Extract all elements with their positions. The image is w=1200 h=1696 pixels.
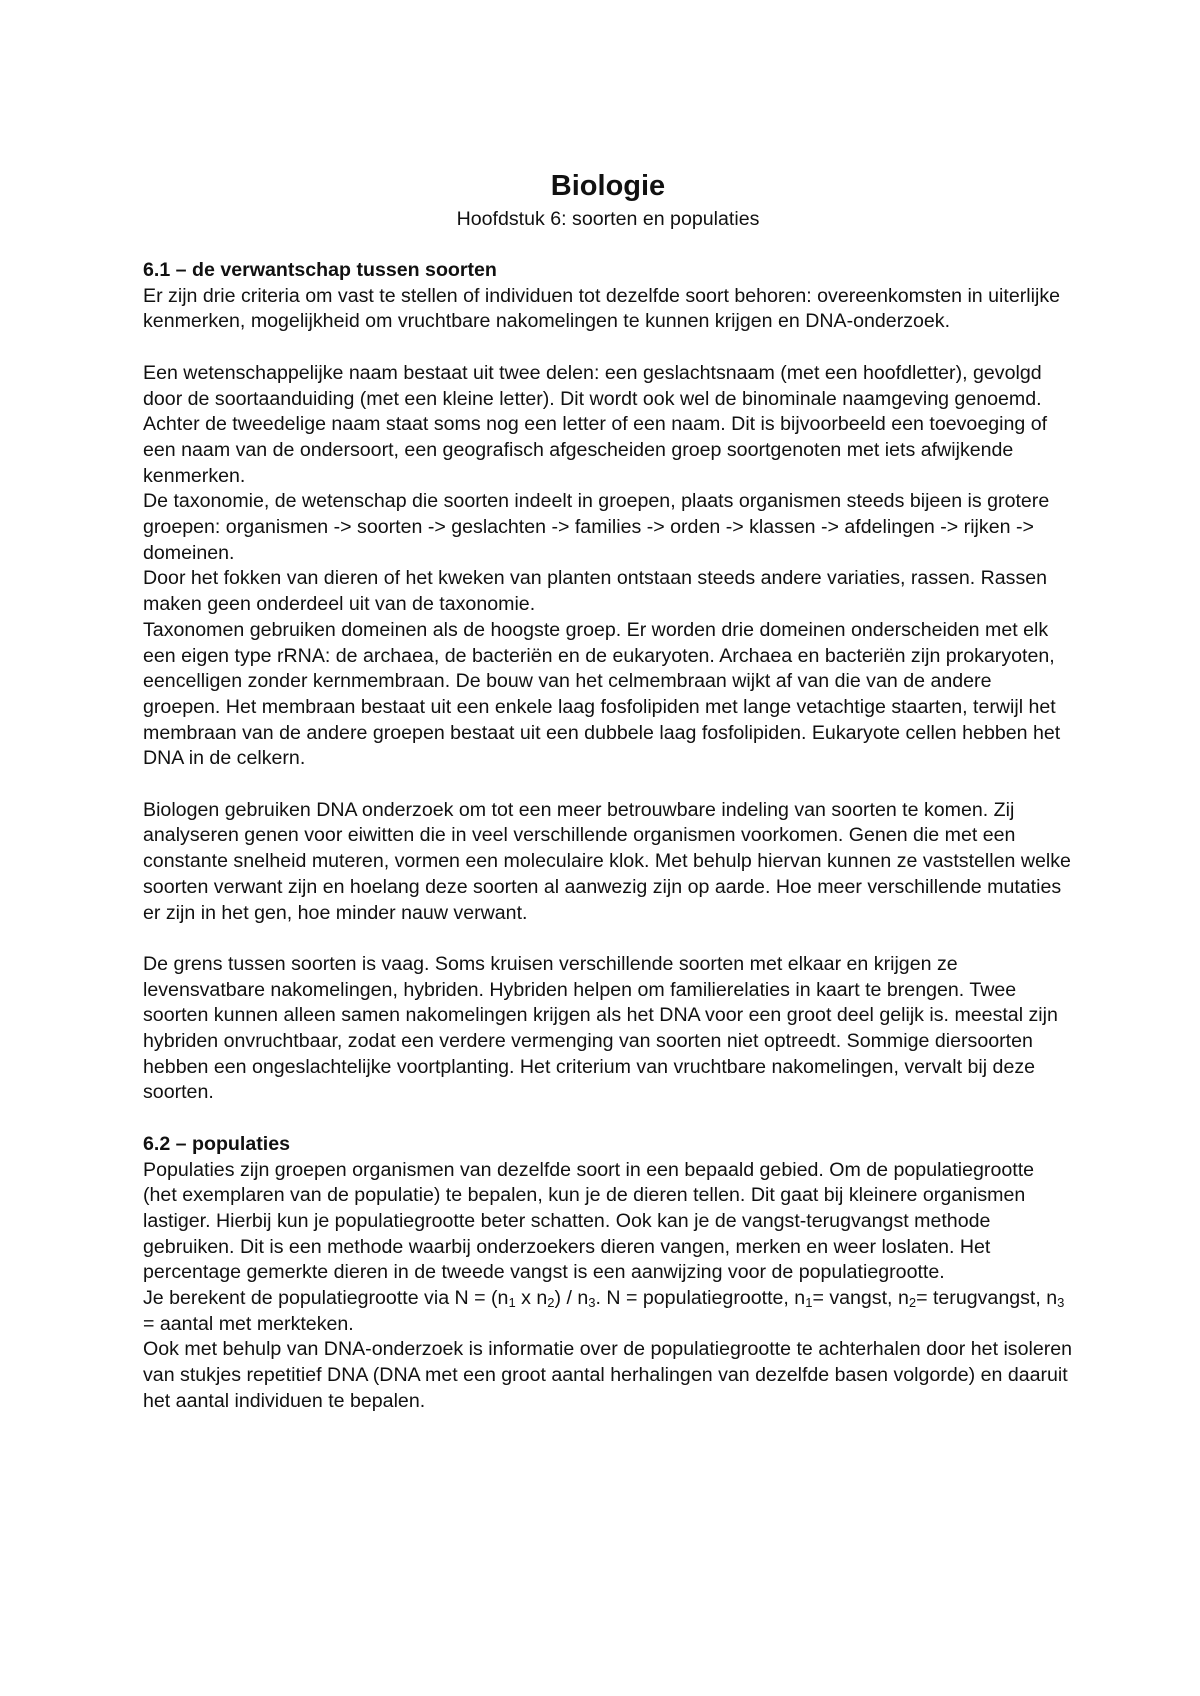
paragraph-populations: Populaties zijn groepen organismen van dezelfde soort in een bepaald gebied. Om de populatiegrootte (het exemplaren van de populatie) te bepalen, kun je de dieren tellen. Dit gaat bij kleinere organismen lastiger. Hierbij kun je populatiegrootte beter schatten. Ook kan je de vangst-terugvangst methode gebruiken. Dit is een methode waarbij onderzoekers dieren vangen, merken en weer loslaten. Het percentage gemerkte dieren in de tweede vangst is een aanwijzing voor de populatiegrootte. bbox=[143, 1158, 1035, 1284]
formula-subscript: 1 bbox=[805, 1295, 813, 1311]
paragraph-breeds: Door het fokken van dieren of het kweken van planten ontstaan steeds andere variaties, rassen. Rassen maken geen onderdeel uit van de taxonomie. bbox=[143, 567, 1048, 616]
formula-subscript: 3 bbox=[1057, 1295, 1065, 1311]
paragraph-hybrids: De grens tussen soorten is vaag. Soms kruisen verschillende soorten met elkaar en krijgen ze levensvatbare nakomelingen, hybriden. Hybriden helpen om familierelaties in kaart te brengen. Twee soorten kunnen alleen samen nakomelingen krijgen als het DNA voor een groot deel gelijk is. meestal zijn hybriden onvruchtbaar, zodat een verdere vermenging van soorten niet optreedt. Sommige diersoorten hebben een ongeslachtelijke voortplanting. Het criterium van vruchtbare nakomelingen, vervalt bij deze soorten. bbox=[143, 952, 1058, 1104]
formula-text: Je berekent de populatiegrootte via N = (n bbox=[143, 1287, 509, 1310]
formula-text: x n bbox=[515, 1287, 548, 1310]
paragraph-dna-population: Ook met behulp van DNA-onderzoek is informatie over de populatiegrootte te achterhalen door het isoleren van stukjes repetitief DNA (DNA met een groot aantal herhalingen van dezelfde basen volgorde) en daaruit het aantal individuen te bepalen. bbox=[143, 1338, 1073, 1412]
formula-text: . N = populatiegrootte, n bbox=[595, 1287, 806, 1310]
formula-text: = aantal met merkteken. bbox=[143, 1312, 354, 1335]
formula-subscript: 1 bbox=[508, 1295, 516, 1311]
section-heading-6-1: 6.1 – de verwantschap tussen soorten bbox=[143, 259, 497, 281]
formula-text: = terugvangst, n bbox=[916, 1287, 1058, 1310]
formula-subscript: 3 bbox=[588, 1295, 596, 1311]
paragraph-criteria: Er zijn drie criteria om vast te stellen of individuen tot dezelfde soort behoren: overeenkomsten in uiterlijke kenmerken, mogelijkheid om vruchtbare nakomelingen te kunnen krijgen en DNA-onderzoek. bbox=[143, 284, 1061, 333]
paragraph-gap bbox=[143, 335, 1073, 361]
paragraph-gap bbox=[143, 1106, 1073, 1132]
paragraph-gap bbox=[143, 926, 1073, 952]
formula-text: = vangst, n bbox=[812, 1287, 909, 1310]
paragraph-domains: Taxonomen gebruiken domeinen als de hoogste groep. Er worden drie domeinen onderscheiden met elk een eigen type rRNA: de archaea, de bacteriën en de eukaryoten. Archaea en bacteriën zijn prokaryoten, eencelligen zonder kernmembraan. De bouw van het celmembraan wijkt af van die van de andere groepen. Het membraan bestaat uit een enkele laag fosfolipiden met lange vetachtige staarten, terwijl het membraan van de andere groepen bestaat uit een dubbele laag fosfolipiden. Eukaryote cellen hebben het DNA in de celkern. bbox=[143, 618, 1061, 770]
formula-subscript: 2 bbox=[547, 1295, 555, 1311]
paragraph-scientific-name: Een wetenschappelijke naam bestaat uit twee delen: een geslachtsnaam (met een hoofdletter), gevolgd door de soortaanduiding (met een kleine letter). Dit wordt ook wel de binominale naamgeving genoemd. Achter de tweedelige naam staat soms nog een letter of een naam. Dit is bijvoorbeeld een toevoeging of een naam van de ondersoort, een geografisch afgescheiden groep soortgenoten met iets afwijkende kenmerken. bbox=[143, 361, 1048, 487]
document-content bbox=[143, 168, 1073, 1415]
paragraph-taxonomy: De taxonomie, de wetenschap die soorten indeelt in groepen, plaats organismen steeds bijeen is grotere groepen: organismen -> soorten -> geslachten -> families -> orden -> klassen -> afdelingen -> rijken -> domeinen. bbox=[143, 490, 1050, 564]
paragraph-gap bbox=[143, 772, 1073, 798]
document-title: Biologie bbox=[550, 170, 666, 202]
formula-text: ) / n bbox=[554, 1287, 589, 1310]
formula-subscript: 2 bbox=[908, 1295, 917, 1311]
paragraph-formula bbox=[143, 1286, 1073, 1337]
document-subtitle: Hoofdstuk 6: soorten en populaties bbox=[456, 208, 760, 230]
section-heading-6-2: 6.2 – populaties bbox=[143, 1132, 291, 1155]
paragraph-dna-research: Biologen gebruiken DNA onderzoek om tot een meer betrouwbare indeling van soorten te komen. Zij analyseren genen voor eiwitten die in veel verschillende organismen voorkomen. Genen die met een constante snelheid muteren, vormen een moleculaire klok. Met behulp hiervan kunnen ze vaststellen welke soorten verwant zijn en hoelang deze soorten al aanwezig zijn op aarde. Hoe meer verschillende mutaties er zijn in het gen, hoe minder nauw verwant. bbox=[143, 798, 1071, 924]
